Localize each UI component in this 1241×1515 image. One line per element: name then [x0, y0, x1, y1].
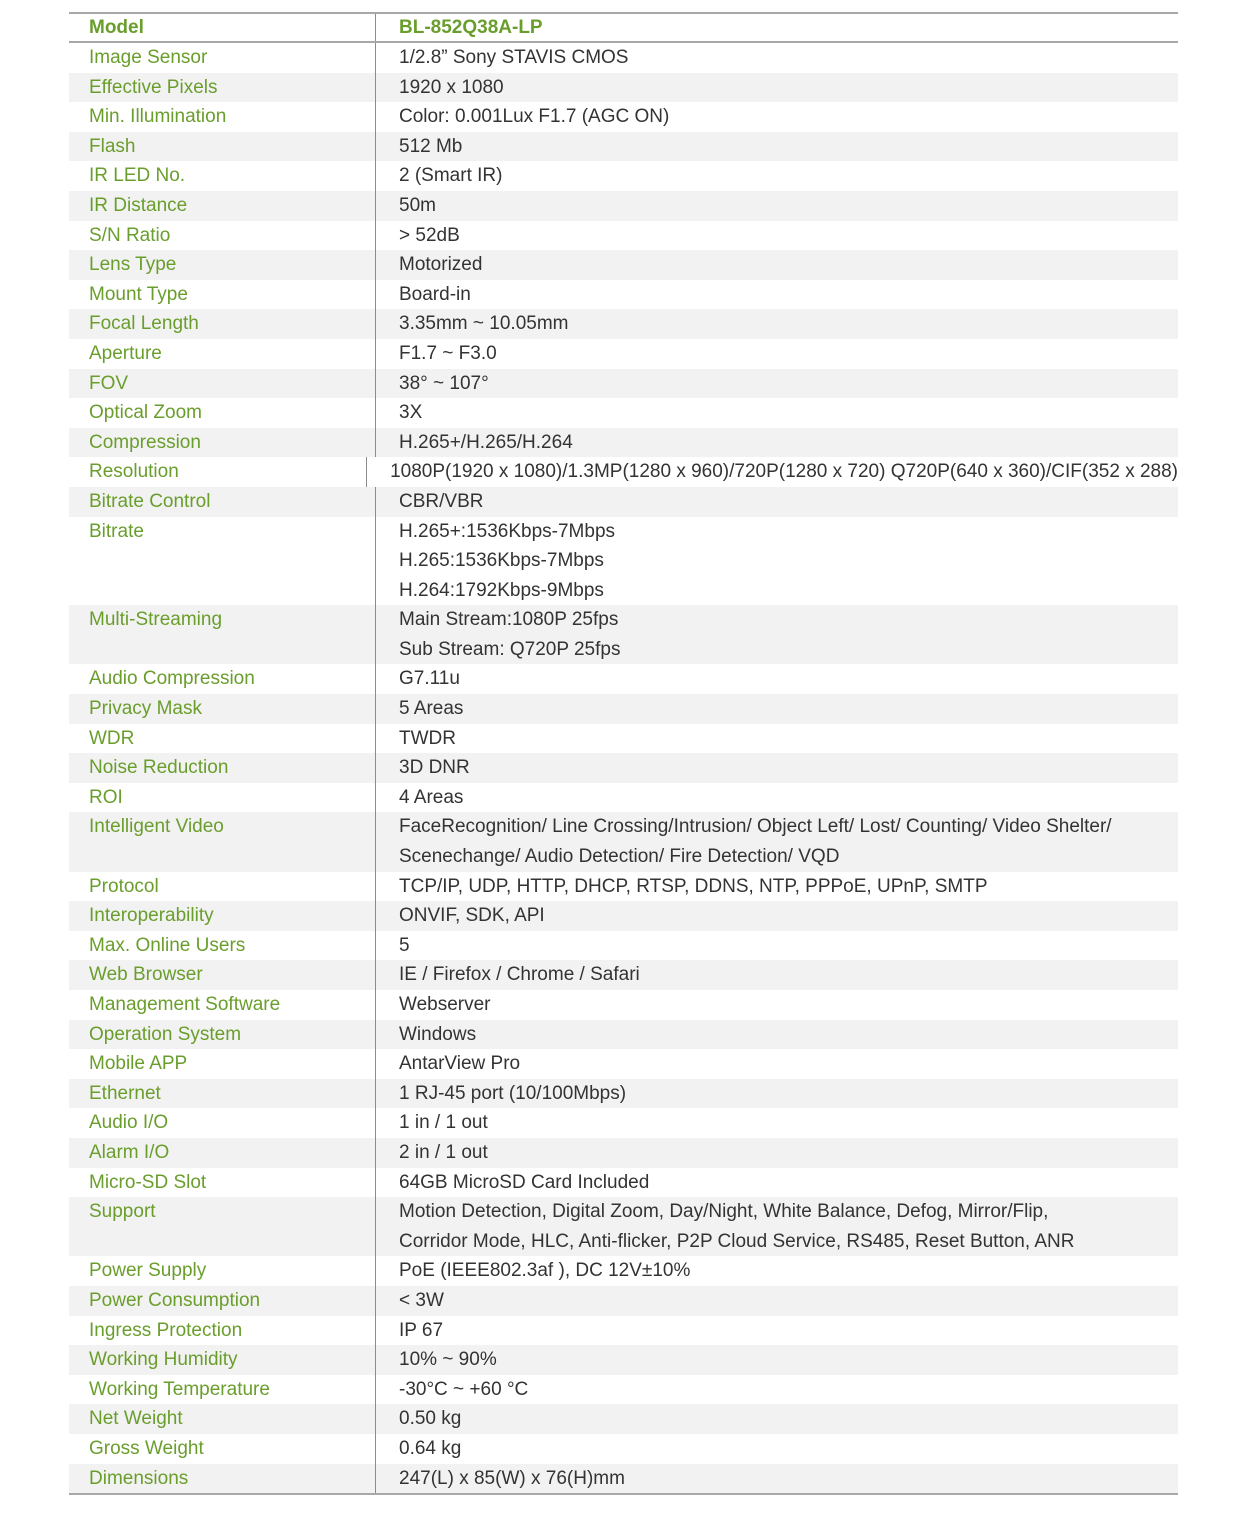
spec-value-line: 1080P(1920 x 1080)/1.3MP(1280 x 960)/720P(1280 x 720) Q720P(640 x 360)/CIF(352 x 288) — [390, 461, 1178, 483]
spec-value-line: Webserver — [399, 994, 491, 1015]
spec-rows — [69, 43, 1178, 1493]
spec-label: Min. Illumination — [69, 102, 376, 132]
spec-label: Bitrate Control — [69, 487, 376, 517]
table-row — [69, 428, 1178, 458]
spec-value — [376, 753, 1178, 783]
table-row — [69, 1020, 1178, 1050]
spec-value-line: AntarView Pro — [399, 1053, 521, 1075]
table-row — [69, 280, 1178, 310]
spec-label: Alarm I/O — [69, 1138, 376, 1168]
table-row — [69, 1079, 1178, 1109]
table-row — [69, 1138, 1178, 1168]
spec-value — [376, 1345, 1178, 1375]
spec-label: Mobile APP — [69, 1049, 376, 1079]
spec-label: Bitrate — [69, 517, 376, 606]
spec-value-line: Motorized — [399, 254, 483, 276]
spec-value-line: PoE (IEEE802.3af ), DC 12V±10% — [399, 1260, 691, 1282]
spec-value — [376, 1168, 1178, 1198]
spec-value — [376, 605, 1178, 664]
spec-label: Net Weight — [69, 1404, 376, 1434]
table-row — [69, 1345, 1178, 1375]
spec-label: Management Software — [69, 990, 376, 1020]
spec-value — [376, 1049, 1178, 1079]
spec-value-line: 4 Areas — [399, 786, 464, 808]
spec-value-line: 1/2.8” Sony STAVIS CMOS — [399, 47, 629, 68]
table-row — [69, 398, 1178, 428]
table-row — [69, 783, 1178, 813]
spec-value-line: -30°C ~ +60 °C — [399, 1378, 529, 1400]
table-row — [69, 990, 1178, 1020]
spec-value — [376, 161, 1178, 191]
spec-value — [376, 1256, 1178, 1286]
table-row — [69, 1168, 1178, 1198]
table-row — [69, 517, 1178, 606]
spec-label: ROI — [69, 783, 376, 813]
table-row — [69, 605, 1178, 664]
spec-value — [376, 1375, 1178, 1405]
spec-value — [376, 132, 1178, 162]
spec-value-line: IE / Firefox / Chrome / Safari — [399, 964, 640, 986]
spec-label: Dimensions — [69, 1464, 376, 1494]
table-row — [69, 369, 1178, 399]
spec-value — [376, 960, 1178, 990]
spec-value — [376, 428, 1178, 458]
spec-value — [376, 1108, 1178, 1138]
spec-value-line: < 3W — [399, 1289, 444, 1311]
spec-value — [376, 1079, 1178, 1109]
table-row — [69, 161, 1178, 191]
spec-value-line: 1920 x 1080 — [399, 76, 504, 98]
table-row — [69, 102, 1178, 132]
spec-label: WDR — [69, 724, 376, 754]
table-row — [69, 1434, 1178, 1464]
table-header-row — [69, 14, 1178, 43]
table-row — [69, 1464, 1178, 1494]
spec-label: Working Temperature — [69, 1375, 376, 1405]
spec-value — [367, 457, 1178, 487]
spec-value-line: Board-in — [399, 283, 471, 305]
spec-value-line: H.264:1792Kbps-9Mbps — [399, 579, 604, 601]
spec-value-line: Scenechange/ Audio Detection/ Fire Detection/ VQD — [399, 846, 840, 868]
spec-value — [376, 221, 1178, 251]
table-row — [69, 487, 1178, 517]
spec-value-line: 3D DNR — [399, 757, 470, 779]
table-row — [69, 694, 1178, 724]
spec-value-line: TCP/IP, UDP, HTTP, DHCP, RTSP, DDNS, NTP, PPPoE, UPnP, SMTP — [399, 875, 988, 897]
spec-label: Ingress Protection — [69, 1316, 376, 1346]
spec-value — [376, 1404, 1178, 1434]
spec-value — [376, 990, 1178, 1020]
spec-value-line: 512 Mb — [399, 135, 463, 157]
table-row — [69, 339, 1178, 369]
spec-value-line: 10% ~ 90% — [399, 1349, 497, 1371]
spec-value-line: Corridor Mode, HLC, Anti-flicker, P2P Cloud Service, RS485, Reset Button, ANR — [399, 1230, 1075, 1252]
table-row — [69, 724, 1178, 754]
table-row — [69, 901, 1178, 931]
spec-label: Multi-Streaming — [69, 605, 376, 664]
spec-value — [376, 1464, 1178, 1494]
spec-value-line: Motion Detection, Digital Zoom, Day/Night, White Balance, Defog, Mirror/Flip, — [399, 1201, 1049, 1223]
spec-label: Optical Zoom — [69, 398, 376, 428]
spec-value — [376, 309, 1178, 339]
spec-label: Operation System — [69, 1020, 376, 1050]
spec-label: Protocol — [69, 872, 376, 902]
spec-value — [376, 102, 1178, 132]
spec-value — [376, 724, 1178, 754]
spec-value-line: 2 in / 1 out — [399, 1141, 488, 1163]
table-row — [69, 1049, 1178, 1079]
table-row — [69, 1286, 1178, 1316]
table-row — [69, 931, 1178, 961]
spec-value — [376, 517, 1178, 606]
spec-value-line: > 52dB — [399, 224, 460, 246]
spec-value — [376, 191, 1178, 221]
spec-label: Power Supply — [69, 1256, 376, 1286]
spec-value — [376, 694, 1178, 724]
spec-value — [376, 487, 1178, 517]
spec-value — [376, 398, 1178, 428]
spec-label: Resolution — [69, 457, 367, 487]
spec-value-line: FaceRecognition/ Line Crossing/Intrusion/ Object Left/ Lost/ Counting/ Video Shelter/ — [399, 816, 1112, 838]
spec-value-line: 0.64 kg — [399, 1437, 462, 1459]
spec-value — [376, 872, 1178, 902]
spec-label: Power Consumption — [69, 1286, 376, 1316]
spec-value-line: 3X — [399, 402, 423, 424]
table-row — [69, 1197, 1178, 1256]
spec-label: FOV — [69, 369, 376, 399]
spec-value — [376, 1197, 1178, 1256]
table-row — [69, 43, 1178, 73]
spec-value — [376, 43, 1178, 73]
spec-value-line: G7.11u — [399, 668, 460, 690]
table-row — [69, 221, 1178, 251]
spec-value — [376, 1138, 1178, 1168]
spec-value-line: 1 RJ-45 port (10/100Mbps) — [399, 1082, 627, 1104]
spec-value-line: 2 (Smart IR) — [399, 165, 503, 187]
spec-value-line: Color: 0.001Lux F1.7 (AGC ON) — [399, 106, 670, 128]
spec-label: Max. Online Users — [69, 931, 376, 961]
spec-value — [376, 250, 1178, 280]
spec-value — [376, 1316, 1178, 1346]
spec-label: Intelligent Video — [69, 812, 376, 871]
spec-label: Audio I/O — [69, 1108, 376, 1138]
spec-label: Audio Compression — [69, 664, 376, 694]
spec-value — [376, 1020, 1178, 1050]
table-row — [69, 309, 1178, 339]
spec-value-line: 5 Areas — [399, 698, 464, 720]
spec-value — [376, 280, 1178, 310]
table-row — [69, 250, 1178, 280]
spec-label: Interoperability — [69, 901, 376, 931]
spec-label: Aperture — [69, 339, 376, 369]
spec-value-line: CBR/VBR — [399, 490, 484, 512]
spec-value — [376, 783, 1178, 813]
spec-value — [376, 339, 1178, 369]
spec-label: Flash — [69, 132, 376, 162]
spec-value — [376, 1434, 1178, 1464]
table-row — [69, 872, 1178, 902]
spec-value-line: 50m — [399, 194, 436, 216]
spec-table — [69, 12, 1178, 1495]
table-row — [69, 1316, 1178, 1346]
spec-value-line: ONVIF, SDK, API — [399, 905, 545, 927]
spec-value — [376, 812, 1178, 871]
table-row — [69, 960, 1178, 990]
spec-label: Gross Weight — [69, 1434, 376, 1464]
spec-label: S/N Ratio — [69, 221, 376, 251]
table-row — [69, 457, 1178, 487]
spec-label: Working Humidity — [69, 1345, 376, 1375]
spec-value-line: TWDR — [399, 727, 456, 749]
table-row — [69, 191, 1178, 221]
spec-value-line: 0.50 kg — [399, 1408, 462, 1430]
spec-label: Lens Type — [69, 250, 376, 280]
spec-label: Web Browser — [69, 960, 376, 990]
spec-label: Privacy Mask — [69, 694, 376, 724]
spec-value-line: 1 in / 1 out — [399, 1112, 488, 1134]
spec-label: IR LED No. — [69, 161, 376, 191]
spec-label: Support — [69, 1197, 376, 1256]
spec-value-line: Sub Stream: Q720P 25fps — [399, 638, 621, 660]
header-key: Model — [69, 14, 376, 41]
table-row — [69, 664, 1178, 694]
spec-label: Focal Length — [69, 309, 376, 339]
spec-label: Compression — [69, 428, 376, 458]
table-row — [69, 132, 1178, 162]
spec-label: Noise Reduction — [69, 753, 376, 783]
spec-value-line: IP 67 — [399, 1319, 444, 1341]
table-row — [69, 1108, 1178, 1138]
spec-value-line: 38° ~ 107° — [399, 372, 489, 394]
table-row — [69, 1375, 1178, 1405]
table-row — [69, 1404, 1178, 1434]
header-model-value: BL-852Q38A-LP — [399, 17, 543, 38]
spec-value-line: 5 — [399, 934, 410, 956]
spec-value-line: H.265+:1536Kbps-7Mbps — [399, 520, 616, 542]
spec-label: Ethernet — [69, 1079, 376, 1109]
spec-value-line: Main Stream:1080P 25fps — [399, 609, 619, 631]
spec-value-line: H.265+/H.265/H.264 — [399, 431, 573, 453]
table-row — [69, 1256, 1178, 1286]
table-row — [69, 753, 1178, 783]
spec-label: Mount Type — [69, 280, 376, 310]
spec-value — [376, 931, 1178, 961]
table-row — [69, 812, 1178, 871]
spec-value-line: 64GB MicroSD Card Included — [399, 1171, 650, 1193]
spec-value — [376, 369, 1178, 399]
spec-label: Effective Pixels — [69, 73, 376, 103]
spec-value — [376, 664, 1178, 694]
spec-label: Image Sensor — [69, 43, 376, 73]
spec-value — [376, 1286, 1178, 1316]
spec-value — [376, 73, 1178, 103]
spec-value-line: 247(L) x 85(W) x 76(H)mm — [399, 1467, 625, 1489]
spec-value-line: F1.7 ~ F3.0 — [399, 342, 497, 364]
spec-label: IR Distance — [69, 191, 376, 221]
spec-value-line: H.265:1536Kbps-7Mbps — [399, 550, 604, 572]
table-row — [69, 73, 1178, 103]
spec-value — [376, 901, 1178, 931]
spec-value-line: Windows — [399, 1023, 477, 1045]
spec-label: Micro-SD Slot — [69, 1168, 376, 1198]
spec-value-line: 3.35mm ~ 10.05mm — [399, 313, 569, 335]
